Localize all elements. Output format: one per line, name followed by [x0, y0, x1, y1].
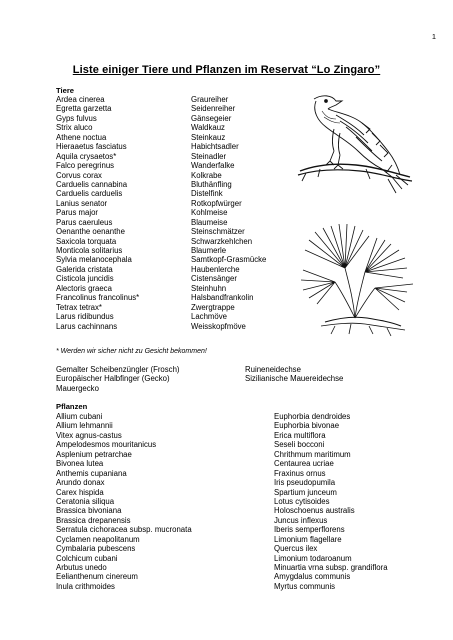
animal-german-name: Haubenlerche — [191, 264, 240, 274]
reptile-name: Europäischer Halbfinger (Gecko) — [56, 374, 170, 384]
animal-german-name: Waldkauz — [191, 123, 225, 133]
plant-name: Asplenium petrarchae — [56, 449, 132, 459]
animal-scientific-name: Alectoris graeca — [56, 283, 112, 293]
plant-name: Quercus ilex — [274, 544, 318, 554]
section-heading-tiere: Tiere — [56, 86, 75, 95]
animal-german-name: Gänsegeier — [191, 113, 232, 123]
animal-scientific-name: Oenanthe oenanthe — [56, 227, 125, 237]
animal-scientific-name: Falco peregrinus — [56, 161, 115, 171]
pflanzen-left-list — [56, 412, 192, 591]
plant-name: Serratula cichoracea subsp. mucronata — [56, 525, 192, 535]
animal-scientific-name: Francolinus francolinus* — [56, 293, 140, 303]
plant-name: Iberis semperflorens — [274, 525, 345, 535]
reptile-name: Ruineneidechse — [245, 365, 301, 374]
plant-name: Cymbalaria pubescens — [56, 544, 136, 554]
animal-scientific-name: Gyps fulvus — [56, 113, 97, 123]
animal-german-name: Rotkopfwürger — [191, 198, 242, 208]
animal-scientific-name: Saxicola torquata — [56, 236, 117, 246]
reptiles-right-list — [245, 365, 343, 384]
plant-name: Allium cubani — [56, 412, 103, 421]
plant-name: Juncus inflexus — [274, 515, 328, 525]
animal-german-name: Steinadler — [191, 151, 227, 161]
animal-scientific-name: Monticola solitarius — [56, 246, 123, 255]
plant-name: Minuartia vrna subsp. grandiflora — [274, 563, 388, 572]
animal-scientific-name: Egretta garzetta — [56, 104, 112, 114]
plant-name: Euphorbia bivonae — [274, 421, 340, 431]
plant-name: Vitex agnus-castus — [56, 430, 122, 440]
animal-german-name: Lachmöve — [191, 312, 227, 322]
animal-german-name: Weisskopfmöve — [191, 321, 246, 331]
plant-name: Cyclamen neapolitanum — [56, 534, 140, 544]
animal-scientific-name: Lanius senator — [56, 198, 108, 208]
animal-german-name: Habichtsadler — [191, 142, 239, 152]
animal-german-name: Wanderfalke — [191, 161, 235, 171]
plant-name: Brassica drepanensis — [56, 515, 131, 525]
pflanzen-right-list — [274, 412, 388, 591]
animal-german-name: Seidenreiher — [191, 104, 236, 114]
palm-illustration — [295, 222, 419, 340]
plant-name: Carex hispida — [56, 487, 104, 497]
plant-name: Arbutus unedo — [56, 563, 107, 572]
animal-german-name: Distelfink — [191, 189, 223, 199]
plant-name: Brassica bivoniana — [56, 506, 122, 516]
plant-name: Anthemis cupaniana — [56, 468, 127, 478]
plant-name: Arundo donax — [56, 478, 105, 488]
animal-scientific-name: Hieraaetus fasciatus — [56, 142, 127, 152]
animal-german-name: Bluthänfling — [191, 179, 232, 189]
plant-name: Amygdalus communis — [274, 572, 351, 582]
plant-name: Euphorbia dendroides — [274, 412, 351, 421]
plant-name: Fraxinus ornus — [274, 468, 326, 478]
animal-german-name: Kohlmeise — [191, 208, 228, 218]
animal-german-name: Graureiher — [191, 95, 229, 104]
animal-scientific-name: Galerida cristata — [56, 264, 113, 274]
plant-name: Iris pseudopumila — [274, 478, 336, 488]
plant-name: Centaurea ucriae — [274, 459, 334, 469]
animal-scientific-name: Carduelis cannabina — [56, 179, 128, 189]
plant-name: Erica multiflora — [274, 430, 326, 440]
plant-name: Spartium junceum — [274, 487, 337, 497]
eagle-illustration — [296, 93, 414, 199]
animal-german-name: Steinschmätzer — [191, 227, 245, 237]
animal-scientific-name: Sylvia melanocephala — [56, 255, 132, 265]
plant-name: Limonium flagellare — [274, 534, 342, 544]
plant-name: Bivonea lutea — [56, 459, 104, 469]
plant-name: Seseli bocconi — [274, 440, 325, 450]
animal-scientific-name: Athene noctua — [56, 132, 107, 142]
animal-german-name: Cistensänger — [191, 274, 237, 284]
plant-name: Inula crithmoides — [56, 581, 115, 591]
animal-scientific-name: Carduelis carduelis — [56, 189, 123, 199]
plant-name: Eelianthenum cinereum — [56, 572, 138, 582]
animal-german-name: Steinkauz — [191, 132, 226, 142]
animal-scientific-name: Corvus corax — [56, 170, 102, 180]
reptiles-left-list — [56, 365, 180, 393]
reptile-name: Sizilianische Mauereidechse — [245, 374, 344, 384]
animal-scientific-name: Aquila crysaetos* — [56, 151, 117, 161]
animal-german-name: Blaumeise — [191, 217, 228, 227]
plant-name: Holoschoenus australis — [274, 506, 355, 516]
animal-scientific-name: Larus cachinnans — [56, 321, 118, 331]
animal-german-name: Blaumerle — [191, 246, 227, 255]
plant-name: Limonium todaroanum — [274, 553, 352, 563]
animal-scientific-name: Parus caeruleus — [56, 217, 113, 227]
animal-german-name: Kolkrabe — [191, 170, 222, 180]
page-title: Liste einiger Tiere und Pflanzen im Reservat “Lo Zingaro” — [72, 64, 381, 76]
animal-scientific-name: Strix aluco — [56, 123, 93, 133]
tiere-german-list — [191, 95, 266, 331]
page-number: 1 — [431, 32, 436, 41]
plant-name: Colchicum cubani — [56, 553, 118, 563]
plant-name: Allium lehmannii — [56, 421, 113, 431]
footnote: * Werden wir sicher nicht zu Gesicht bekommen! — [56, 348, 207, 355]
animal-german-name: Halsbandfrankolin — [191, 293, 254, 303]
animal-german-name: Steinhuhn — [191, 283, 227, 293]
animal-german-name: Samtkopf-Grasmücke — [191, 255, 267, 265]
animal-scientific-name: Larus ridibundus — [56, 312, 114, 322]
animal-scientific-name: Parus major — [56, 208, 99, 218]
reptile-name: Mauergecko — [56, 383, 99, 393]
plant-name: Chrithmum maritimum — [274, 449, 351, 459]
tiere-scientific-list — [56, 95, 139, 331]
section-heading-pflanzen: Pflanzen — [56, 402, 88, 411]
animal-scientific-name: Ardea cinerea — [56, 95, 105, 104]
animal-scientific-name: Tetrax tetrax* — [56, 302, 102, 312]
animal-german-name: Zwergtrappe — [191, 302, 235, 312]
plant-name: Lotus cytisoides — [274, 496, 330, 506]
plant-name: Ampelodesmos mouritanicus — [56, 440, 157, 450]
reptile-name: Gemalter Scheibenzüngler (Frosch) — [56, 365, 180, 374]
animal-scientific-name: Cisticola juncidis — [56, 274, 114, 284]
plant-name: Myrtus communis — [274, 581, 336, 591]
animal-german-name: Schwarzkehlchen — [191, 236, 253, 246]
plant-name: Ceratonia siliqua — [56, 496, 115, 506]
